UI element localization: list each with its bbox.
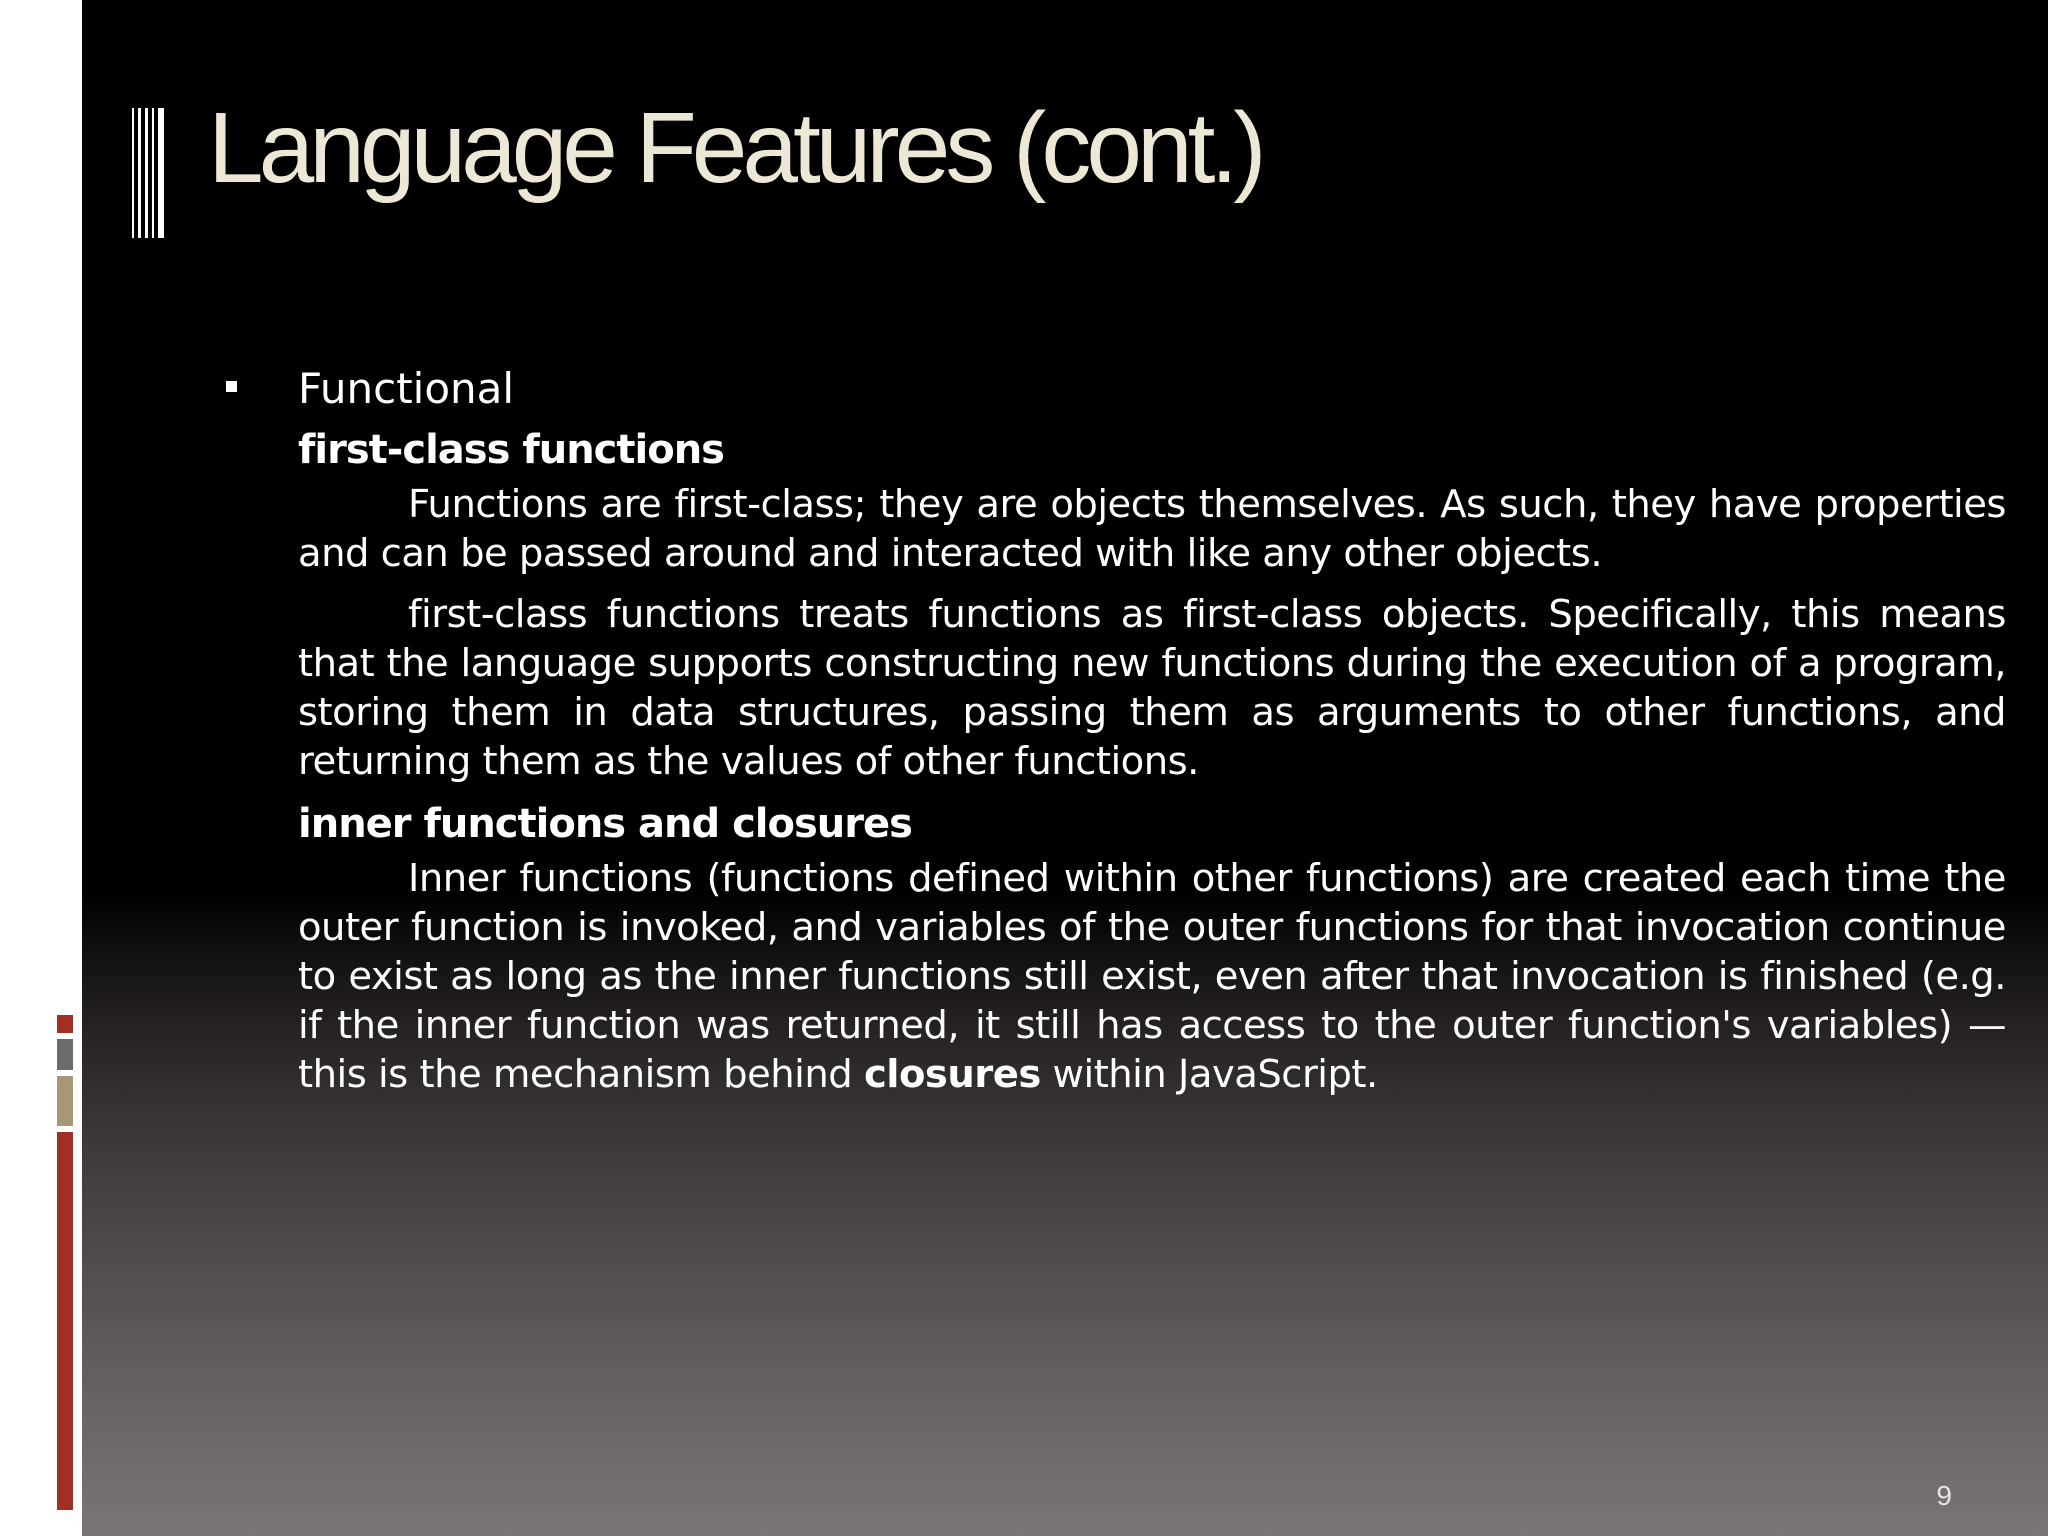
bullet-square-icon xyxy=(226,381,237,392)
bullet-functional: Functional xyxy=(298,364,515,413)
paragraph-inner-functions xyxy=(298,854,2006,1099)
accent-bar-gray xyxy=(57,1039,73,1070)
heading-inner-functions: inner functions and closures xyxy=(298,801,912,847)
accent-bar-red-bottom xyxy=(57,1132,73,1510)
title-decoration xyxy=(132,108,164,238)
paragraph-first-class-2: first-class functions treats functions as first-class objects. Specifically, this means that the language supports constructing new functions during the execution of a program, storing them in data structures, passing them as arguments to other functions, and returning them as the values of other functions. xyxy=(298,592,2006,784)
slide xyxy=(82,0,2048,1536)
accent-bar-red-top xyxy=(57,1015,73,1033)
slide-title: Language Features (cont.) xyxy=(208,92,1262,204)
paragraph-first-class-1: Functions are first-class; they are objects themselves. As such, they have properties and can be passed around and interacted with like any other objects. xyxy=(298,482,2006,576)
page-number: 9 xyxy=(1936,1480,1952,1511)
slide-content xyxy=(298,362,2006,1111)
closures-keyword: closures xyxy=(863,1052,1041,1097)
paragraph-inner-functions-text: Inner functions (functions defined within other functions) are created each time the outer function is invoked, and variables of the outer functions for that invocation continue to exist as long as the inner functions still exist, even after that invocation is finished (e.g. if the inner function was returned, it still has access to the outer function's variables) — this is the mechanism behind xyxy=(298,856,2006,1097)
heading-first-class-functions: first-class functions xyxy=(298,427,724,473)
paragraph-inner-functions-end: within JavaScript. xyxy=(1040,1052,1378,1097)
accent-bar-tan xyxy=(57,1076,73,1126)
